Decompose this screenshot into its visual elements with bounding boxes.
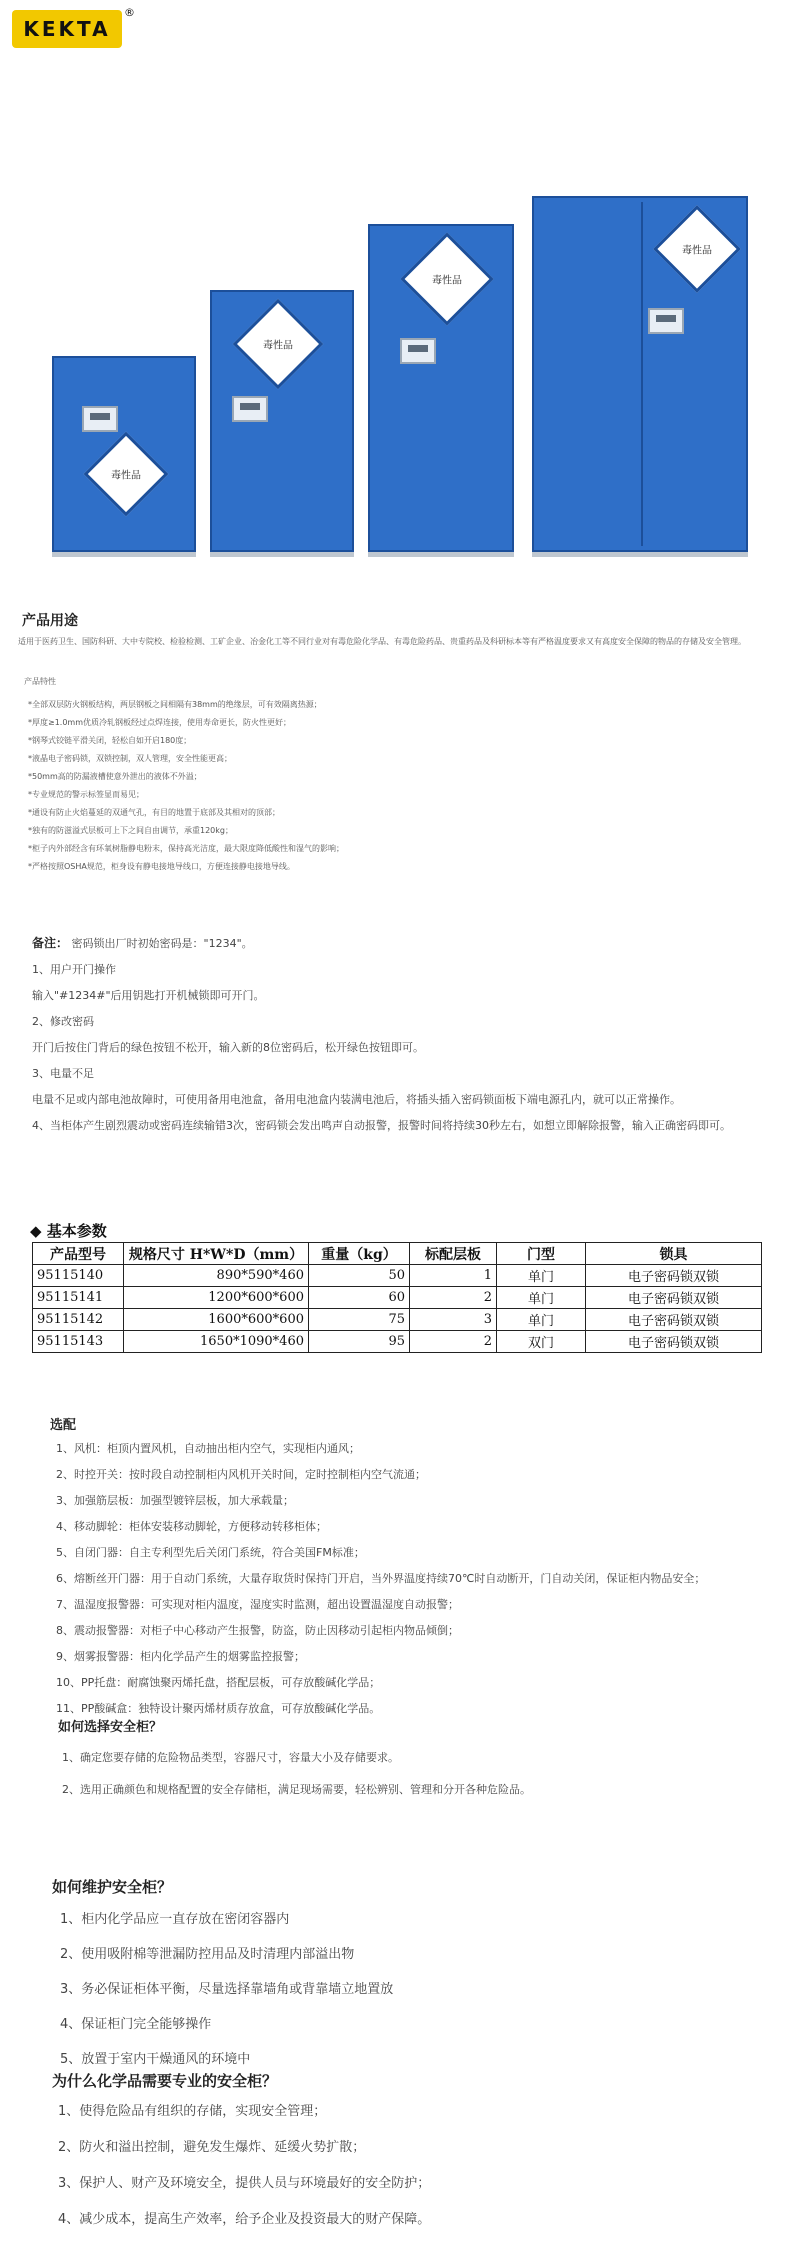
column-header: 锁具 [586,1243,762,1265]
registered-mark: ® [124,6,135,19]
hazard-diamond-icon: 毒性品 [400,232,493,325]
diamond-bullet-icon: ◆ [30,1222,42,1240]
cell-door: 单门 [497,1265,586,1287]
list-item: 7、温湿度报警器：可实现对柜内温度，湿度实时监测，超出设置温湿度自动报警； [56,1598,459,1611]
cell-model: 95115142 [33,1309,124,1331]
cell-shelves: 1 [410,1265,497,1287]
list-item: *全部双层防火钢板结构，两层钢板之间相隔有38mm的绝缘层，可有效隔离热源； [28,700,322,709]
list-item: 1、确定您要存储的危险物品类型，容器尺寸，容量大小及存储要求。 [62,1751,399,1764]
cell-weight: 60 [309,1287,410,1309]
why-title: 为什么化学品需要专业的安全柜？ [52,2072,278,2090]
list-item: *通设有防止火焰蔓延的双通气孔，有目的地置于底部及其相对的顶部； [28,808,280,817]
table-row [33,1331,762,1353]
list-item: 输入"#1234#"后用钥匙打开机械锁即可开门。 [32,989,265,1002]
list-item: *独有的防滋溢式层板可上下之间自由调节，承重120kg； [28,826,233,835]
list-item: 1、柜内化学品应一直存放在密闭容器内 [60,1912,290,1927]
list-item: *严格按照OSHA规范，柜身设有静电接地导线口，方便连接静电接地导线。 [28,862,295,871]
list-item: *液晶电子密码锁，双锁控制，双人管理，安全性能更高； [28,754,232,763]
product-image [0,180,800,580]
list-item: 11、PP酸碱盒：独特设计聚丙烯材质存放盒，可存放酸碱化学品。 [56,1702,381,1715]
usage-text: 适用于医药卫生、国防科研、大中专院校、检验检测、工矿企业、冶金化工等不同行业对有毒危险化学品、有毒危险药品、贵重药品及科研标本等有严格温度要求又有高度安全保障的物品的存储及安全管理。 [18,637,746,646]
list-item: 2、选用正确颜色和规格配置的安全存储柜，满足现场需要，轻松辨别、管理和分开各种危险品。 [62,1783,531,1796]
column-header: 重量（kg） [309,1243,410,1265]
notes-section [32,930,782,1139]
list-item: 10、PP托盘：耐腐蚀聚丙烯托盘，搭配层板，可存放酸碱化学品； [56,1676,381,1689]
cabinet-medium [210,290,354,552]
list-item: 3、务必保证柜体平衡，尽量选择靠墙角或背靠墙立地置放 [60,1982,394,1997]
cell-size: 1200*600*600 [124,1287,309,1309]
list-item: 4、保证柜门完全能够操作 [60,2017,212,2032]
list-item: *钢琴式铰链平滑关闭，轻松自如开启180度； [28,736,192,745]
cell-door: 单门 [497,1287,586,1309]
cell-size: 1650*1090*460 [124,1331,309,1353]
list-item: 6、熔断丝开门器：用于自动门系统，大量存取货时保持门开启，当外界温度持续70℃时自动断开，门自动关闭，保证柜内物品安全； [56,1572,706,1585]
list-item: 4、移动脚轮：柜体安装移动脚轮，方便移动转移柜体； [56,1520,327,1533]
list-item: 5、自闭门器：自主专利型先后关闭门系统，符合美国FM标准； [56,1546,365,1559]
cell-weight: 75 [309,1309,410,1331]
list-item: 开门后按住门背后的绿色按钮不松开，输入新的8位密码后，松开绿色按钮即可。 [32,1041,424,1054]
cell-model: 95115143 [33,1331,124,1353]
list-item: 2、防火和溢出控制，避免发生爆炸、延缓火势扩散； [58,2140,366,2155]
cell-lock: 电子密码锁双锁 [586,1287,762,1309]
cabinet-base [532,552,748,557]
cell-size: 1600*600*600 [124,1309,309,1331]
column-header: 门型 [497,1243,586,1265]
table-row [33,1287,762,1309]
cell-model: 95115140 [33,1265,124,1287]
cabinet-base [368,552,514,557]
cell-lock: 电子密码锁双锁 [586,1265,762,1287]
lock-panel-icon [82,406,118,432]
list-item: 8、震动报警器：对柜子中心移动产生报警，防盗，防止因移动引起柜内物品倾倒； [56,1624,459,1637]
hazard-diamond-icon: 毒性品 [653,205,741,293]
cabinet-small [52,356,196,552]
door-seam [641,202,643,546]
brand-logo: KEKTA [12,10,122,48]
specs-title: 基本参数 [46,1222,107,1240]
list-item: 1、用户开门操作 [32,963,116,976]
options-title: 选配 [50,1418,77,1433]
list-item: *50mm高的防漏液槽使意外泄出的液体不外溢； [28,772,202,781]
list-item: *厚度≥1.0mm优质冷轧钢板经过点焊连接，使用寿命更长，防火性更好； [28,718,292,727]
list-item: 1、使得危险品有组织的存储，实现安全管理； [58,2104,327,2119]
why-list [58,2094,788,2238]
list-item: 2、修改密码 [32,1015,94,1028]
list-item: 2、使用吸附棉等泄漏防控用品及时清理内部溢出物 [60,1947,355,1962]
cell-door: 双门 [497,1331,586,1353]
usage-title: 产品用途 [22,613,78,629]
list-item: 电量不足或内部电池故障时，可使用备用电池盒，备用电池盒内装满电池后，将插头插入密码锁面板下端电源孔内，就可以正常操作。 [32,1093,681,1106]
cell-lock: 电子密码锁双锁 [586,1309,762,1331]
features-list [28,696,768,876]
cell-size: 890*590*460 [124,1265,309,1287]
hazard-diamond-icon: 毒性品 [84,432,169,517]
lock-panel-icon [232,396,268,422]
list-item: *柜子内外部经含有环氧树脂静电粉末，保持高光洁度，最大限度降低酸性和湿气的影响； [28,844,344,853]
specs-heading [30,1220,107,1241]
cell-weight: 95 [309,1331,410,1353]
table-row [33,1265,762,1287]
list-item: 9、烟雾报警器：柜内化学品产生的烟雾监控报警； [56,1650,305,1663]
maintain-title: 如何维护安全柜？ [52,1878,173,1896]
list-item: 3、保护人、财产及环境安全，提供人员与环境最好的安全防护； [58,2176,431,2191]
cell-shelves: 3 [410,1309,497,1331]
lock-panel-icon [648,308,684,334]
options-list [56,1436,786,1722]
cell-model: 95115141 [33,1287,124,1309]
list-item: 2、时控开关：按时段自动控制柜内风机开关时间，定时控制柜内空气流通； [56,1468,426,1481]
table-header-row [33,1243,762,1265]
list-item: 1、风机：柜顶内置风机，自动抽出柜内空气，实现柜内通风； [56,1442,360,1455]
features-title: 产品特性 [24,677,56,686]
column-header: 产品型号 [33,1243,124,1265]
list-item: 3、电量不足 [32,1067,94,1080]
cabinet-base [52,552,196,557]
list-item: 4、当柜体产生剧烈震动或密码连续输错3次，密码锁会发出鸣声自动报警，报警时间将持续30秒左右，如想立即解除报警，输入正确密码即可。 [32,1119,731,1132]
cell-weight: 50 [309,1265,410,1287]
table-row [33,1309,762,1331]
cell-shelves: 2 [410,1287,497,1309]
column-header: 规格尺寸 H*W*D（mm） [124,1243,309,1265]
lock-panel-icon [400,338,436,364]
remark-line [32,930,782,957]
cell-door: 单门 [497,1309,586,1331]
cabinet-double [532,196,748,552]
maintain-list [60,1902,780,2077]
list-item: *专业规范的警示标签显而易见； [28,790,144,799]
remark-text: 密码锁出厂时初始密码是："1234"。 [71,937,253,950]
specs-table [32,1242,762,1353]
column-header: 标配层板 [410,1243,497,1265]
cell-shelves: 2 [410,1331,497,1353]
cell-lock: 电子密码锁双锁 [586,1331,762,1353]
cabinet-tall [368,224,514,552]
choose-list [62,1742,782,1806]
choose-title: 如何选择安全柜？ [58,1720,163,1735]
hazard-diamond-icon: 毒性品 [233,299,324,390]
list-item: 5、放置于室内干燥通风的环境中 [60,2052,251,2067]
list-item: 4、减少成本，提高生产效率，给予企业及投资最大的财产保障。 [58,2212,431,2227]
list-item: 3、加强筋层板：加强型镀锌层板，加大承载量； [56,1494,294,1507]
cabinet-base [210,552,354,557]
remark-label: 备注： [32,936,69,950]
